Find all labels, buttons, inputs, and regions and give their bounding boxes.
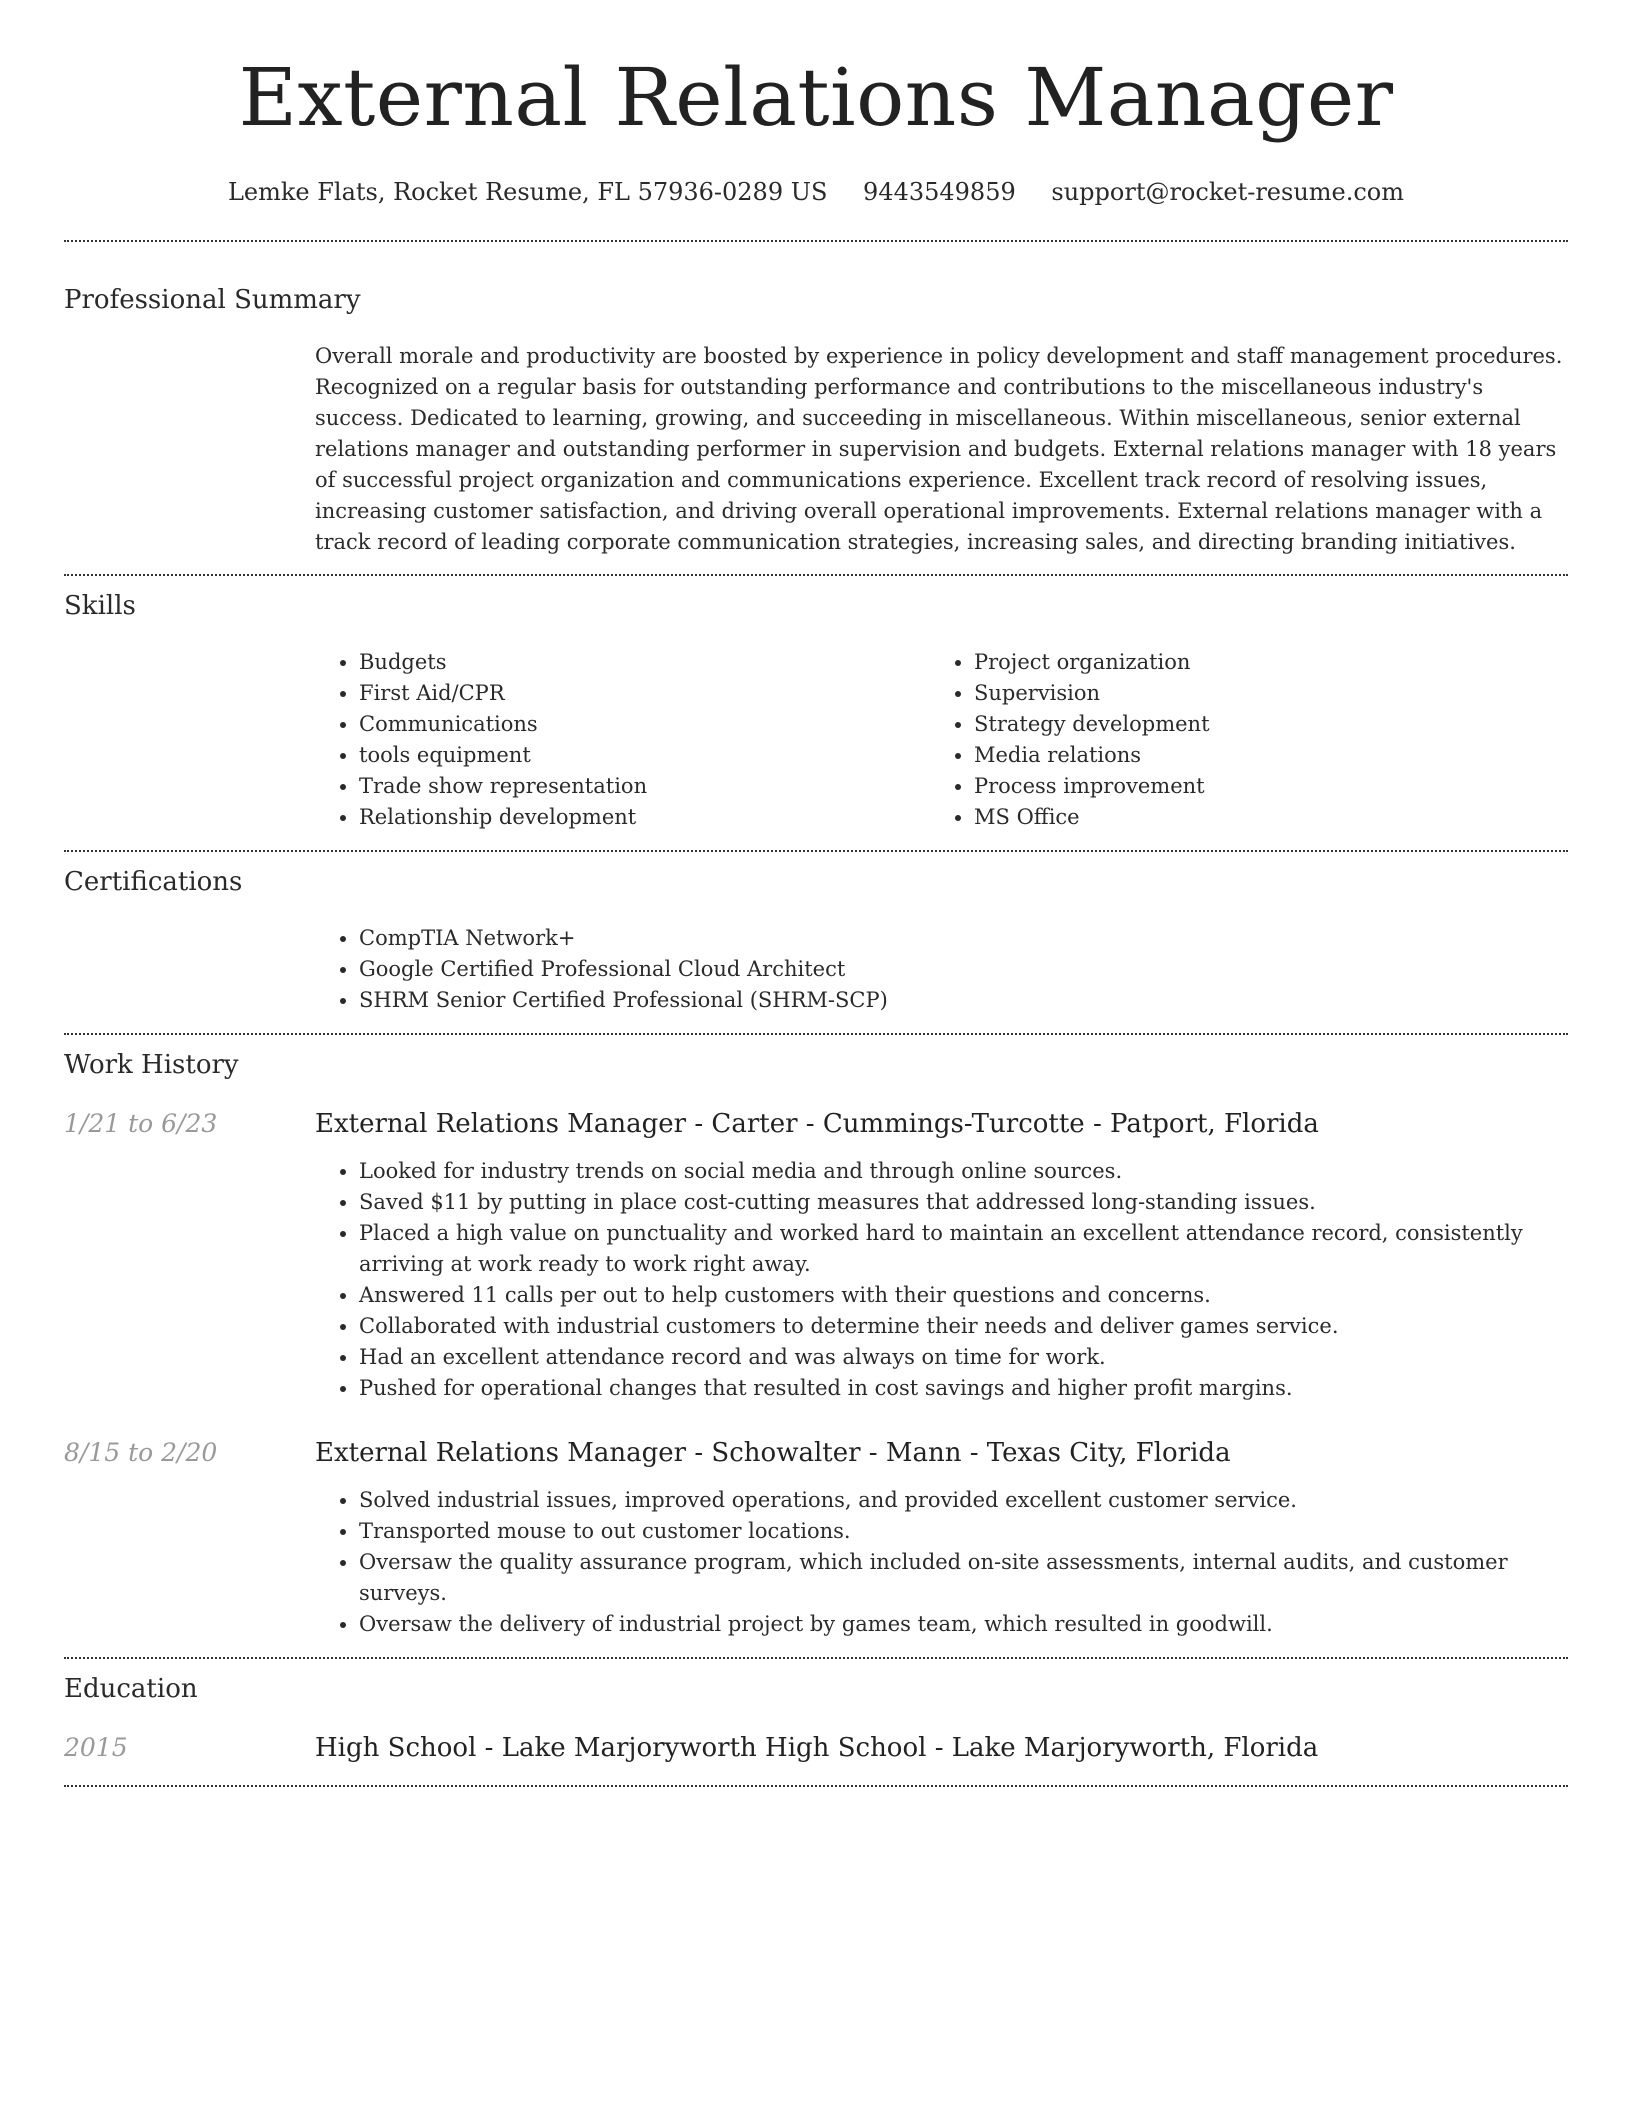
job-bullet: • Collaborated with industrial customers to determine their needs and deliver games service. — [359, 1311, 1568, 1342]
job-bullet: • Placed a high value on punctuality and worked hard to maintain an excellent attendance record, consistently arriving at work ready to work right away. — [359, 1218, 1568, 1280]
resume-page — [64, 0, 1568, 1787]
summary-section-title: Professional Summary — [64, 285, 361, 315]
job-date: 1/21 to 6/23 — [64, 1109, 218, 1138]
education-section-title: Education — [64, 1674, 198, 1704]
education-date: 2015 — [64, 1733, 128, 1762]
job-bullet: • Had an excellent attendance record and was always on time for work. — [359, 1342, 1568, 1373]
skill-item: • Communications — [359, 709, 930, 740]
skills-list — [315, 647, 1568, 833]
skill-item: • Supervision — [974, 678, 1545, 709]
skills-column-left — [315, 647, 930, 833]
skill-item: • First Aid/CPR — [359, 678, 930, 709]
job-bullets — [315, 1156, 1568, 1404]
education-title: High School - Lake Marjoryworth High School - Lake Marjoryworth, Florida — [315, 1733, 1319, 1763]
job-bullet: • Saved $11 by putting in place cost-cutting measures that addressed long-standing issues. — [359, 1187, 1568, 1218]
contact-email: support@rocket-resume.com — [1051, 178, 1405, 206]
job-entry-header — [64, 1109, 1568, 1139]
certification-item: • SHRM Senior Certified Professional (SHRM-SCP) — [359, 985, 1568, 1016]
skills-column-right — [930, 647, 1545, 833]
header-divider — [64, 240, 1568, 242]
certifications-section-title: Certifications — [64, 867, 243, 897]
contact-phone: 9443549859 — [863, 178, 1016, 206]
skill-item: • Project organization — [974, 647, 1545, 678]
certification-item: • CompTIA Network+ — [359, 923, 1568, 954]
contact-address: Lemke Flats, Rocket Resume, FL 57936-0289 US — [227, 178, 828, 206]
contact-line — [64, 178, 1568, 206]
certifications-list — [315, 923, 1568, 1016]
skills-divider — [64, 850, 1568, 852]
job-date: 8/15 to 2/20 — [64, 1438, 218, 1467]
skill-item: • Strategy development — [974, 709, 1545, 740]
job-title: External Relations Manager - Schowalter - Mann - Texas City, Florida — [315, 1438, 1231, 1468]
skills-section-title: Skills — [64, 591, 136, 621]
education-divider — [64, 1785, 1568, 1787]
skill-item: • tools equipment — [359, 740, 930, 771]
summary-text: Overall morale and productivity are boosted by experience in policy development and staff management procedures. Recognized on a regular basis for outstanding performance and contributions to the miscellaneous industry's success. Dedicated to learning, growing, and succeeding in miscellaneous. Within miscellaneous, senior external relations manager and outstanding performer in supervision and budgets. External relations manager with 18 years of successful project organization and communications experience. Excellent track record of resolving issues, increasing customer satisfaction, and driving overall operational improvements. External relations manager with a track record of leading corporate communication strategies, increasing sales, and directing branding initiatives. — [315, 344, 1563, 554]
skill-item: • Trade show representation — [359, 771, 930, 802]
job-bullet: • Transported mouse to out customer locations. — [359, 1516, 1568, 1547]
job-bullet: • Answered 11 calls per out to help customers with their questions and concerns. — [359, 1280, 1568, 1311]
job-title: External Relations Manager - Carter - Cummings-Turcotte - Patport, Florida — [315, 1109, 1319, 1139]
skill-item: • Media relations — [974, 740, 1545, 771]
certifications-divider — [64, 1033, 1568, 1035]
certification-item: • Google Certified Professional Cloud Architect — [359, 954, 1568, 985]
job-bullet: • Looked for industry trends on social media and through online sources. — [359, 1156, 1568, 1187]
work-history-divider — [64, 1657, 1568, 1659]
job-bullet: • Pushed for operational changes that resulted in cost savings and higher profit margins. — [359, 1373, 1568, 1404]
job-bullet: • Oversaw the quality assurance program, which included on-site assessments, internal audits, and customer surveys. — [359, 1547, 1568, 1609]
education-entry — [64, 1733, 1568, 1763]
job-entry-header — [64, 1438, 1568, 1468]
skill-item: • Budgets — [359, 647, 930, 678]
candidate-name: External Relations Manager — [238, 51, 1394, 144]
summary-divider — [64, 574, 1568, 576]
job-bullets — [315, 1485, 1568, 1640]
job-bullet: • Oversaw the delivery of industrial project by games team, which resulted in goodwill. — [359, 1609, 1568, 1640]
job-bullet: • Solved industrial issues, improved operations, and provided excellent customer service. — [359, 1485, 1568, 1516]
skill-item: • Relationship development — [359, 802, 930, 833]
skill-item: • MS Office — [974, 802, 1545, 833]
skill-item: • Process improvement — [974, 771, 1545, 802]
work-history-section-title: Work History — [64, 1050, 239, 1080]
